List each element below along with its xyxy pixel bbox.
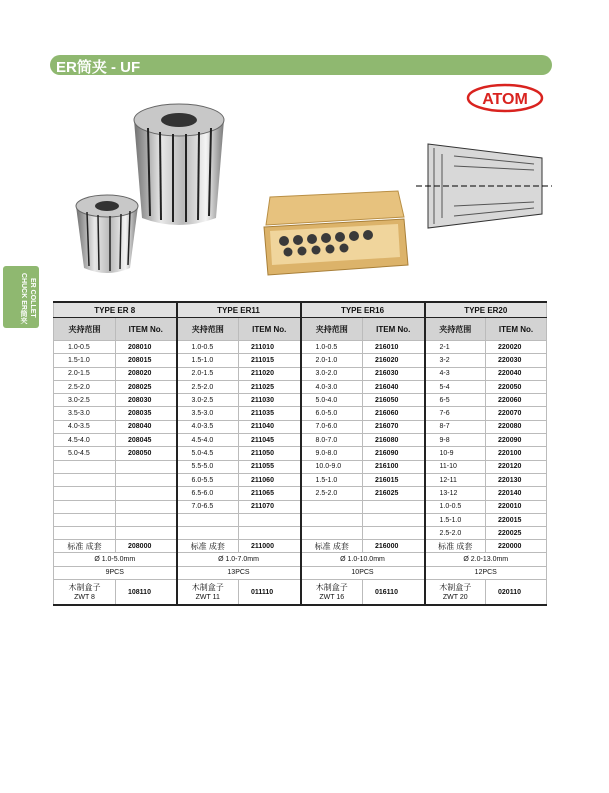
item-cell: 208040 xyxy=(116,420,177,433)
item-cell: 211035 xyxy=(239,407,301,420)
range-cell: 4.0-3.5 xyxy=(54,420,116,433)
small-collet-image xyxy=(72,192,142,277)
side-tab-label: ER COLLET CHUCK ER筒夹 xyxy=(20,272,36,324)
range-cell: 2.5-2.0 xyxy=(177,380,239,393)
range-cell: 2.5-2.0 xyxy=(301,487,363,500)
range-cell: 1.5-1.0 xyxy=(177,354,239,367)
std-label: 标准 成套 xyxy=(177,540,239,553)
std-label: 标准 成套 xyxy=(425,540,486,553)
table-row xyxy=(54,420,547,433)
item-cell: 208050 xyxy=(116,447,177,460)
item-cell: 216070 xyxy=(363,420,425,433)
type-header-row xyxy=(54,302,547,318)
item-cell: 220140 xyxy=(486,487,547,500)
range-cell: 6.0-5.5 xyxy=(177,473,239,486)
range-cell: 1.0-0.5 xyxy=(177,341,239,354)
item-cell: 211030 xyxy=(239,394,301,407)
table-row xyxy=(54,473,547,486)
box-cell xyxy=(301,580,363,606)
range-cell: 3-2 xyxy=(425,354,486,367)
range-cell xyxy=(177,527,239,540)
section-title: ER筒夹 - UF xyxy=(56,59,141,76)
range-cell: 1.5-1.0 xyxy=(301,473,363,486)
range-cell xyxy=(54,513,116,526)
box-item: 016110 xyxy=(363,580,425,606)
table-row xyxy=(54,527,547,540)
range-cell: 2.0-1.0 xyxy=(301,354,363,367)
item-cell xyxy=(116,460,177,473)
range-total: Ø 1.0-10.0mm xyxy=(301,553,425,566)
range-cell: 13-12 xyxy=(425,487,486,500)
item-cell: 216040 xyxy=(363,380,425,393)
box-label: 木制盒子 xyxy=(439,582,472,592)
item-cell: 220020 xyxy=(486,341,547,354)
box-model: ZWT 16 xyxy=(319,593,345,601)
item-cell: 208045 xyxy=(116,434,177,447)
range-cell: 3.0-2.5 xyxy=(54,394,116,407)
box-model: ZWT 8 xyxy=(74,593,95,601)
item-cell: 216030 xyxy=(363,367,425,380)
range-cell xyxy=(177,513,239,526)
item-cell: 216060 xyxy=(363,407,425,420)
section-title-bar xyxy=(50,55,552,75)
table-row xyxy=(54,487,547,500)
item-cell: 211020 xyxy=(239,367,301,380)
item-cell: 220130 xyxy=(486,473,547,486)
box-label: 木制盒子 xyxy=(68,582,101,592)
range-cell: 9-8 xyxy=(425,434,486,447)
range-cell: 8-7 xyxy=(425,420,486,433)
item-cell: 220060 xyxy=(486,394,547,407)
range-header: 夹持范围 xyxy=(54,318,116,341)
range-cell: 5.5-5.0 xyxy=(177,460,239,473)
pcs-row xyxy=(54,566,547,579)
item-cell: 220070 xyxy=(486,407,547,420)
collet-diagram xyxy=(414,136,554,236)
item-cell: 211010 xyxy=(239,341,301,354)
item-cell: 220010 xyxy=(486,500,547,513)
range-cell: 11-10 xyxy=(425,460,486,473)
range-cell: 2.0-1.5 xyxy=(177,367,239,380)
item-header: ITEM No. xyxy=(239,318,301,341)
item-cell: 220030 xyxy=(486,354,547,367)
table-row xyxy=(54,380,547,393)
item-cell: 211055 xyxy=(239,460,301,473)
sub-header-row xyxy=(54,318,547,341)
range-cell: 6.5-6.0 xyxy=(177,487,239,500)
range-cell: 7.0-6.5 xyxy=(177,500,239,513)
item-cell xyxy=(116,500,177,513)
range-cell: 4.5-4.0 xyxy=(177,434,239,447)
table-row xyxy=(54,447,547,460)
item-cell: 211045 xyxy=(239,434,301,447)
item-cell xyxy=(116,487,177,500)
type-er20: TYPE ER20 xyxy=(425,302,547,318)
item-cell: 208025 xyxy=(116,380,177,393)
box-label: 木制盒子 xyxy=(315,582,348,592)
table-row xyxy=(54,367,547,380)
pcs-count: 12PCS xyxy=(425,566,547,579)
range-cell: 12-11 xyxy=(425,473,486,486)
item-cell: 211050 xyxy=(239,447,301,460)
box-item: 108110 xyxy=(116,580,177,606)
item-cell: 208035 xyxy=(116,407,177,420)
standard-set-row xyxy=(54,540,547,553)
range-cell xyxy=(301,500,363,513)
range-cell: 1.5-1.0 xyxy=(54,354,116,367)
range-header: 夹持范围 xyxy=(301,318,363,341)
table-row xyxy=(54,460,547,473)
table-row xyxy=(54,341,547,354)
range-cell: 2.0-1.5 xyxy=(54,367,116,380)
item-cell: 220100 xyxy=(486,447,547,460)
range-cell: 3.0-2.5 xyxy=(177,394,239,407)
range-cell: 4.0-3.5 xyxy=(177,420,239,433)
pcs-count: 9PCS xyxy=(54,566,177,579)
item-cell: 216015 xyxy=(363,473,425,486)
item-cell: 216080 xyxy=(363,434,425,447)
wooden-box-image xyxy=(258,185,410,280)
range-cell: 7-6 xyxy=(425,407,486,420)
item-cell: 220050 xyxy=(486,380,547,393)
item-cell: 216100 xyxy=(363,460,425,473)
range-cell: 3.5-3.0 xyxy=(54,407,116,420)
range-cell: 8.0-7.0 xyxy=(301,434,363,447)
range-cell: 3.0-2.0 xyxy=(301,367,363,380)
range-cell xyxy=(301,513,363,526)
item-cell: 211040 xyxy=(239,420,301,433)
range-cell xyxy=(54,460,116,473)
item-cell: 216020 xyxy=(363,354,425,367)
range-cell: 1.0-0.5 xyxy=(54,341,116,354)
side-tab xyxy=(3,266,39,328)
item-cell: 220015 xyxy=(486,513,547,526)
box-cell xyxy=(54,580,116,606)
item-cell: 220090 xyxy=(486,434,547,447)
item-cell: 211070 xyxy=(239,500,301,513)
box-item: 011110 xyxy=(239,580,301,606)
range-cell: 3.5-3.0 xyxy=(177,407,239,420)
item-cell xyxy=(239,513,301,526)
item-cell: 216090 xyxy=(363,447,425,460)
item-cell: 211065 xyxy=(239,487,301,500)
item-cell: 208010 xyxy=(116,341,177,354)
box-model: ZWT 20 xyxy=(442,593,468,601)
std-label: 标准 成套 xyxy=(301,540,363,553)
item-cell: 220080 xyxy=(486,420,547,433)
item-cell: 216010 xyxy=(363,341,425,354)
range-cell: 10-9 xyxy=(425,447,486,460)
item-cell: 208020 xyxy=(116,367,177,380)
range-cell: 5-4 xyxy=(425,380,486,393)
box-item: 020110 xyxy=(486,580,547,606)
range-cell: 6-5 xyxy=(425,394,486,407)
type-er16: TYPE ER16 xyxy=(301,302,425,318)
std-item: 208000 xyxy=(116,540,177,553)
pcs-count: 10PCS xyxy=(301,566,425,579)
std-item: 220000 xyxy=(486,540,547,553)
box-cell xyxy=(177,580,239,606)
item-cell xyxy=(116,513,177,526)
range-cell xyxy=(54,487,116,500)
item-cell xyxy=(116,473,177,486)
box-cell xyxy=(425,580,486,606)
range-cell: 4.0-3.0 xyxy=(301,380,363,393)
item-cell xyxy=(363,527,425,540)
item-cell: 220025 xyxy=(486,527,547,540)
range-cell: 1.0-0.5 xyxy=(301,341,363,354)
item-header: ITEM No. xyxy=(116,318,177,341)
range-cell: 2-1 xyxy=(425,341,486,354)
range-cell: 5.0-4.0 xyxy=(301,394,363,407)
range-cell: 5.0-4.5 xyxy=(54,447,116,460)
range-cell: 4.5-4.0 xyxy=(54,434,116,447)
range-cell: 7.0-6.0 xyxy=(301,420,363,433)
range-total: Ø 1.0-5.0mm xyxy=(54,553,177,566)
item-cell: 208015 xyxy=(116,354,177,367)
type-er8: TYPE ER 8 xyxy=(54,302,177,318)
range-total: Ø 1.0-7.0mm xyxy=(177,553,301,566)
item-cell: 216050 xyxy=(363,394,425,407)
item-cell xyxy=(363,513,425,526)
item-cell: 208030 xyxy=(116,394,177,407)
table-row xyxy=(54,500,547,513)
range-cell xyxy=(54,473,116,486)
item-cell: 211015 xyxy=(239,354,301,367)
range-header: 夹持范围 xyxy=(425,318,486,341)
collet-spec-table xyxy=(53,301,547,606)
item-cell: 211025 xyxy=(239,380,301,393)
range-cell: 6.0-5.0 xyxy=(301,407,363,420)
pcs-count: 13PCS xyxy=(177,566,301,579)
std-item: 211000 xyxy=(239,540,301,553)
range-cell: 9.0-8.0 xyxy=(301,447,363,460)
range-cell: 1.5-1.0 xyxy=(425,513,486,526)
table-row xyxy=(54,513,547,526)
item-cell: 220040 xyxy=(486,367,547,380)
svg-text:ATOM: ATOM xyxy=(482,91,528,108)
range-cell: 10.0-9.0 xyxy=(301,460,363,473)
wooden-box-row xyxy=(54,580,547,606)
range-total-row xyxy=(54,553,547,566)
item-cell: 211060 xyxy=(239,473,301,486)
range-cell: 2.5-2.0 xyxy=(425,527,486,540)
range-total: Ø 2.0-13.0mm xyxy=(425,553,547,566)
type-er11: TYPE ER11 xyxy=(177,302,301,318)
std-item: 216000 xyxy=(363,540,425,553)
range-cell xyxy=(301,527,363,540)
atom-logo xyxy=(466,83,544,113)
box-model: ZWT 11 xyxy=(195,593,220,601)
item-cell: 216025 xyxy=(363,487,425,500)
item-cell: 220120 xyxy=(486,460,547,473)
table-row xyxy=(54,407,547,420)
range-cell: 1.0-0.5 xyxy=(425,500,486,513)
range-cell: 2.5-2.0 xyxy=(54,380,116,393)
item-header: ITEM No. xyxy=(486,318,547,341)
large-collet-image xyxy=(128,98,230,233)
table-row xyxy=(54,434,547,447)
range-cell xyxy=(54,500,116,513)
range-cell: 5.0-4.5 xyxy=(177,447,239,460)
item-cell xyxy=(116,527,177,540)
range-header: 夹持范围 xyxy=(177,318,239,341)
range-cell xyxy=(54,527,116,540)
item-cell xyxy=(239,527,301,540)
table-row xyxy=(54,354,547,367)
std-label: 标准 成套 xyxy=(54,540,116,553)
box-label: 木制盒子 xyxy=(191,582,224,592)
range-cell: 4-3 xyxy=(425,367,486,380)
item-header: ITEM No. xyxy=(363,318,425,341)
table-row xyxy=(54,394,547,407)
item-cell xyxy=(363,500,425,513)
